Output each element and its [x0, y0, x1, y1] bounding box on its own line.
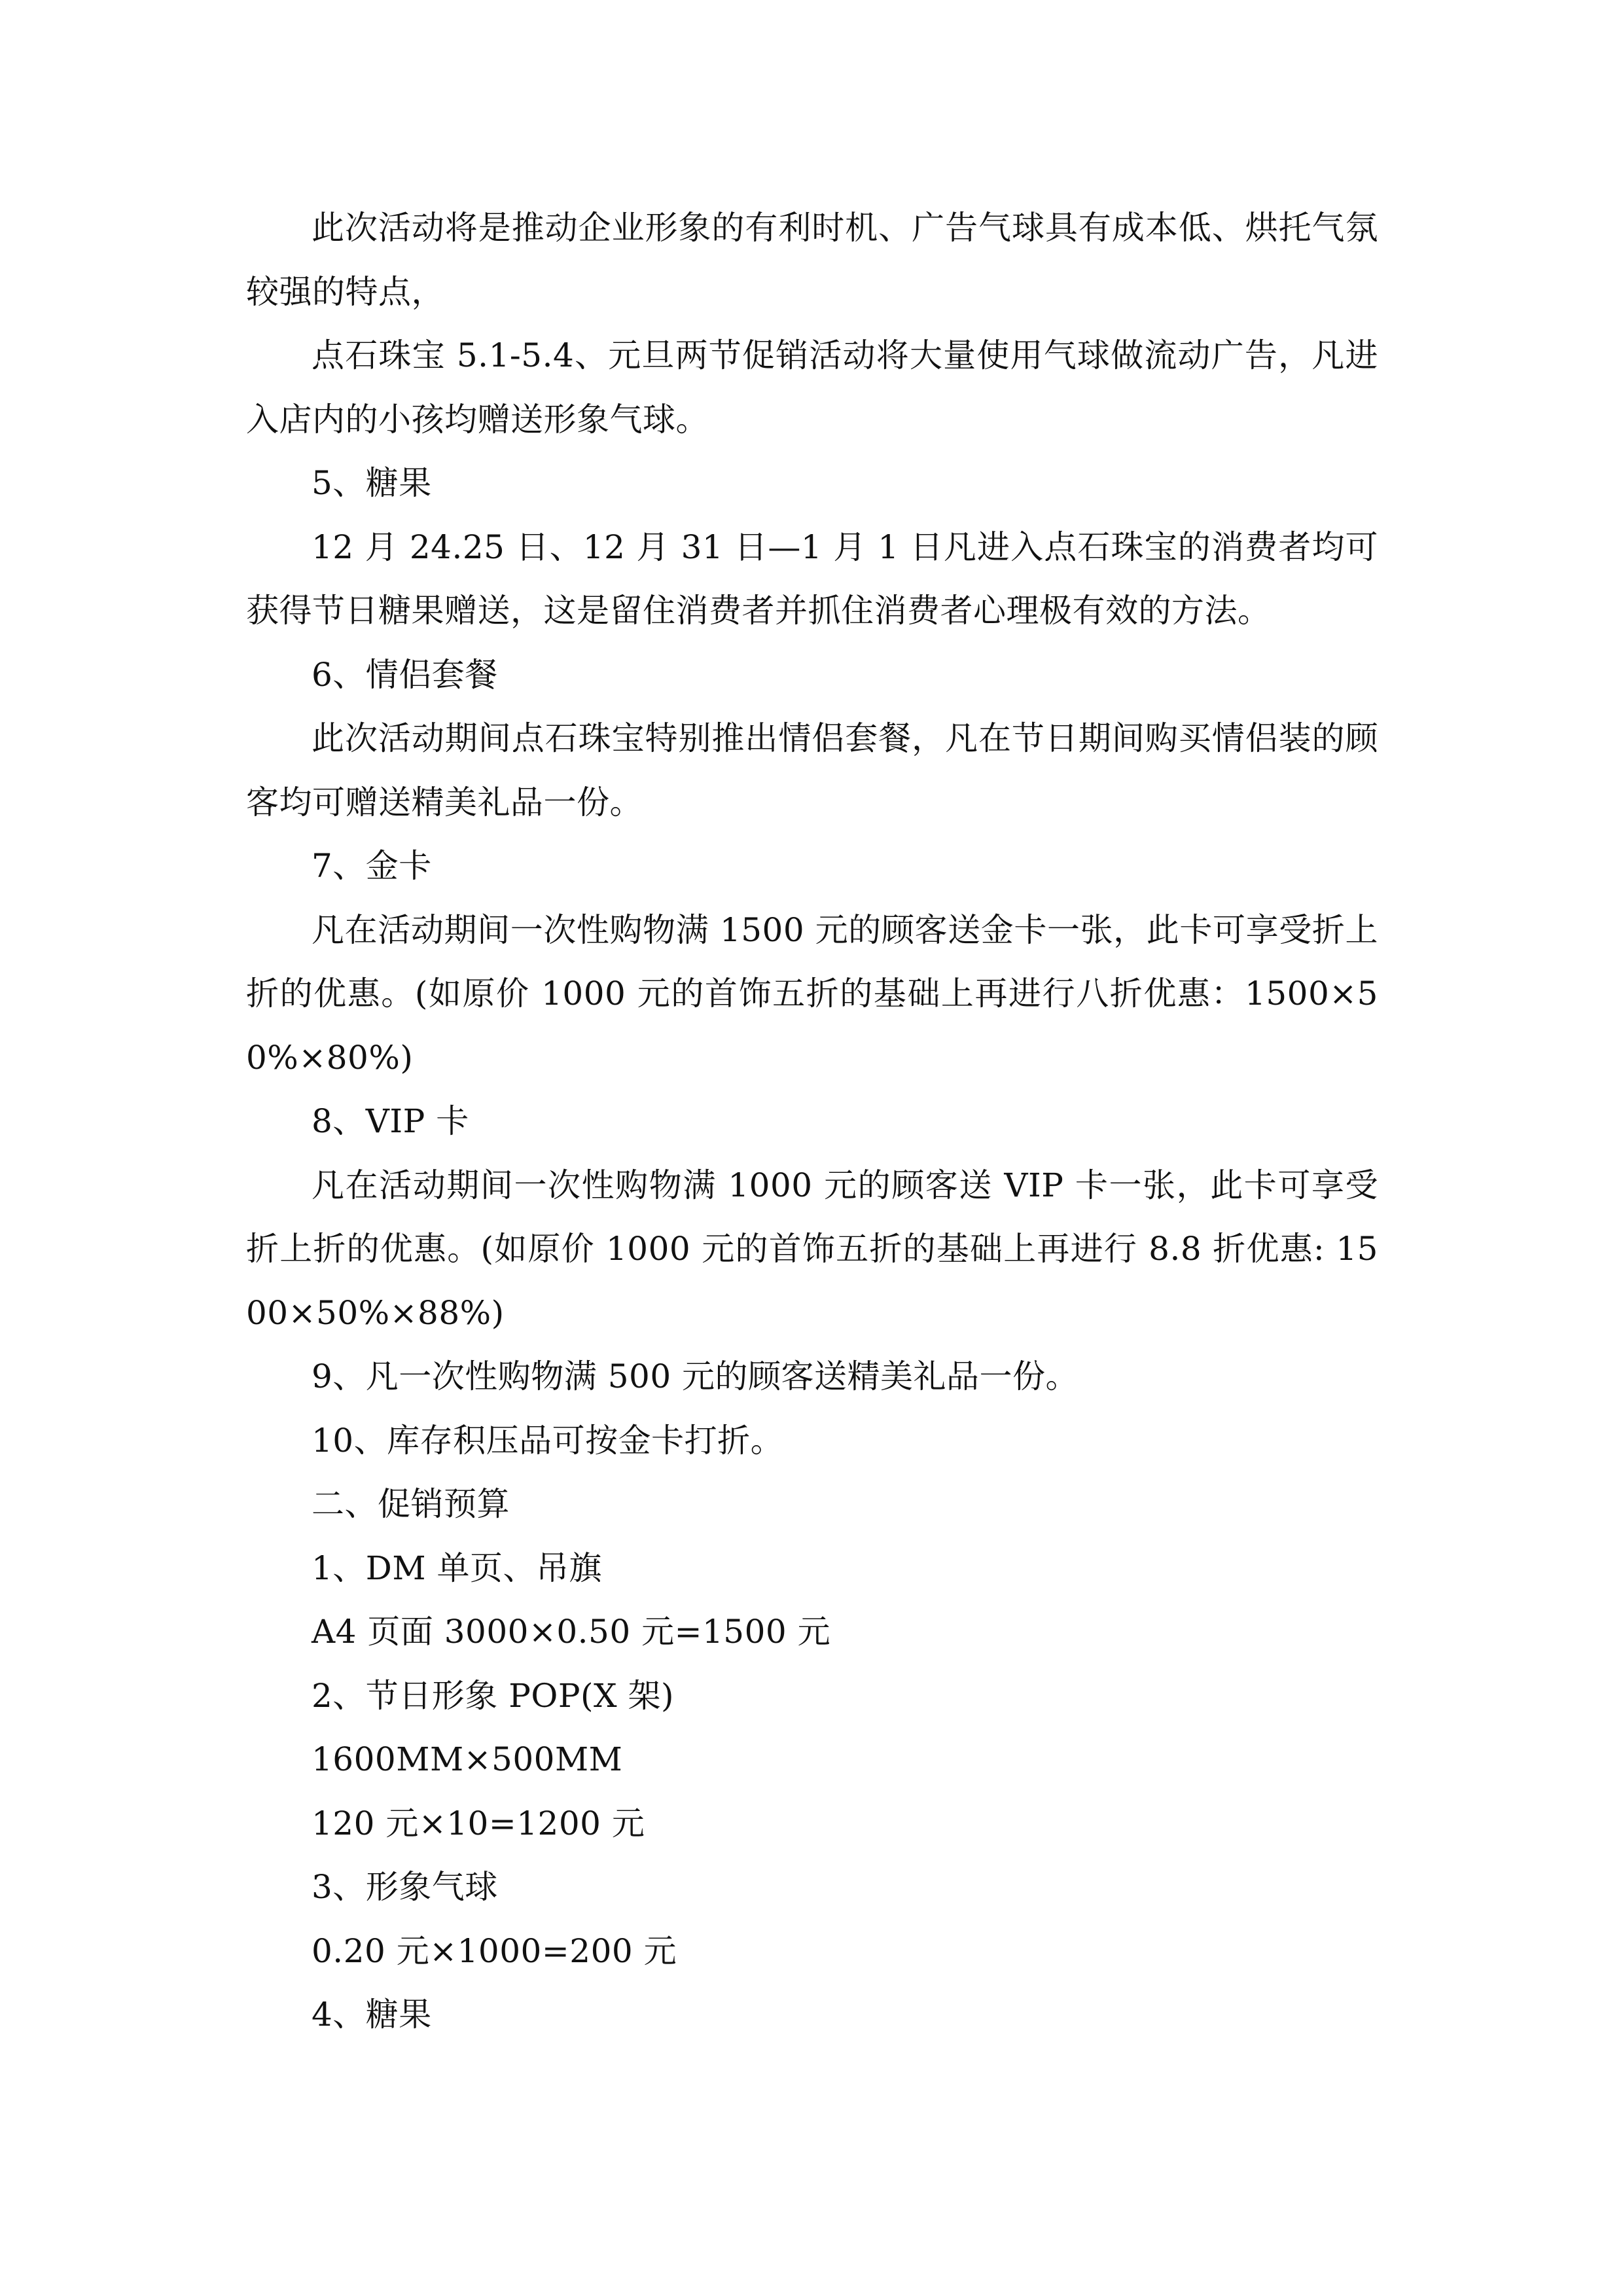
section-heading: 7、金卡: [312, 847, 432, 885]
section-heading: 8、VIP 卡: [312, 1102, 469, 1140]
paragraph: 凡在活动期间一次性购物满 1500 元的顾客送金卡一张，此卡可享受折上折的优惠。(如原价 1000 元的首饰五折的基础上再进行八折优惠：1500×50%×80%): [246, 910, 1378, 1077]
paragraph: 此次活动将是推动企业形象的有利时机、广告气球具有成本低、烘托气氛较强的特点，: [246, 209, 1378, 311]
section-heading: 2、节日形象 POP(X 架): [312, 1676, 674, 1715]
section-heading: 1、DM 单页、吊旗: [312, 1549, 602, 1587]
document-body: [246, 196, 1378, 2047]
paragraph: 凡在活动期间一次性购物满 1000 元的顾客送 VIP 卡一张，此卡可享受折上折的优惠。(如原价 1000 元的首饰五折的基础上再进行 8.8 折优惠: 1500×50%×88%): [246, 1166, 1378, 1332]
budget-line: 120 元×10=1200 元: [312, 1804, 645, 1842]
section-heading: 3、形象气球: [312, 1868, 498, 1906]
paragraph: 点石珠宝 5.1-5.4、元旦两节促销活动将大量使用气球做流动广告，凡进入店内的小孩均赠送形象气球。: [246, 336, 1378, 439]
paragraph: 10、库存积压品可按金卡打折。: [312, 1421, 784, 1460]
budget-line: 0.20 元×1000=200 元: [312, 1931, 677, 1970]
budget-line: 1600MM×500MM: [312, 1740, 623, 1778]
section-heading: 4、糖果: [312, 1996, 432, 2034]
budget-line: A4 页面 3000×0.50 元=1500 元: [312, 1613, 831, 1651]
paragraph: 9、凡一次性购物满 500 元的顾客送精美礼品一份。: [312, 1357, 1079, 1395]
section-heading: 5、糖果: [312, 464, 432, 502]
section-heading: 6、情侣套餐: [312, 655, 498, 694]
paragraph: 此次活动期间点石珠宝特别推出情侣套餐，凡在节日期间购买情侣装的顾客均可赠送精美礼品一份。: [246, 719, 1378, 821]
section-heading: 二、促销预算: [312, 1485, 510, 1523]
paragraph: 12 月 24.25 日、12 月 31 日—1 月 1 日凡进入点石珠宝的消费者均可获得节日糖果赠送，这是留住消费者并抓住消费者心理极有效的方法。: [246, 528, 1378, 630]
